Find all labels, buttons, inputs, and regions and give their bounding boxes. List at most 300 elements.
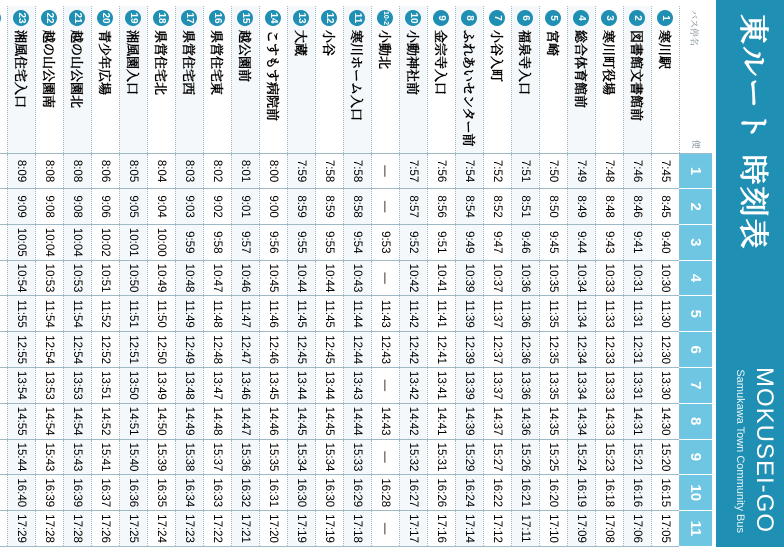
stop-name-cell bbox=[64, 6, 92, 153]
departure-time: 11:48 bbox=[204, 296, 232, 332]
departure-time: 16:36 bbox=[120, 475, 148, 511]
stop-name: 寒川ホーム入口 bbox=[349, 30, 364, 122]
departure-time: 10:34 bbox=[568, 260, 596, 296]
departure-time: 17:20 bbox=[260, 511, 288, 547]
departure-time: 10:53 bbox=[36, 260, 64, 296]
stop-name-cell bbox=[428, 6, 456, 153]
stop-name: 寒川駅 bbox=[657, 30, 672, 70]
departure-time: 8:59 bbox=[288, 189, 316, 225]
table-row bbox=[344, 6, 372, 547]
departure-time: 10:31 bbox=[624, 260, 652, 296]
table-row bbox=[456, 6, 484, 547]
stop-name: 寒川町役場 bbox=[601, 30, 616, 96]
departure-time: 10:30 bbox=[652, 260, 680, 296]
table-row bbox=[372, 6, 400, 547]
table-row bbox=[120, 6, 148, 547]
departure-time: 8:48 bbox=[596, 189, 624, 225]
departure-time bbox=[0, 260, 8, 296]
stop-number-badge: 20 bbox=[98, 10, 114, 26]
departure-time: 11:43 bbox=[372, 296, 400, 332]
departure-time: 11:31 bbox=[624, 296, 652, 332]
departure-time: 14:41 bbox=[428, 403, 456, 439]
table-row bbox=[512, 6, 540, 547]
departure-time: 7:49 bbox=[568, 153, 596, 189]
departure-time: 9:06 bbox=[92, 189, 120, 225]
stop-name-cell bbox=[624, 6, 652, 153]
departure-time: 8:00 bbox=[260, 153, 288, 189]
stop-name: 福泉寺入口 bbox=[517, 30, 532, 96]
departure-time: 12:48 bbox=[204, 332, 232, 368]
departure-time: 13:48 bbox=[176, 368, 204, 404]
departure-time: 17:11 bbox=[512, 511, 540, 547]
departure-time: 17:29 bbox=[8, 511, 36, 547]
departure-time: 16:40 bbox=[8, 475, 36, 511]
departure-time bbox=[0, 511, 8, 547]
departure-time: 10:39 bbox=[456, 260, 484, 296]
stop-name-cell bbox=[456, 6, 484, 153]
departure-time: 14:45 bbox=[288, 403, 316, 439]
departure-time: 15:27 bbox=[484, 439, 512, 475]
departure-time: 10:45 bbox=[260, 260, 288, 296]
stop-number-badge: 8 bbox=[462, 10, 478, 26]
departure-time: 9:54 bbox=[344, 224, 372, 260]
departure-time: 14:33 bbox=[596, 403, 624, 439]
departure-time: 15:44 bbox=[8, 439, 36, 475]
departure-time: 13:30 bbox=[652, 368, 680, 404]
departure-time: 10:44 bbox=[288, 260, 316, 296]
stop-number-badge: 1 bbox=[658, 10, 674, 26]
stop-number-badge: 13 bbox=[294, 10, 310, 26]
bin-number-8: 8 bbox=[680, 403, 713, 439]
departure-time: 7:51 bbox=[512, 153, 540, 189]
stop-name-cell bbox=[148, 6, 176, 153]
departure-time: 14:54 bbox=[64, 403, 92, 439]
departure-time: 15:37 bbox=[204, 439, 232, 475]
departure-time: 14:31 bbox=[624, 403, 652, 439]
page-title: 東ルート 時刻表 bbox=[735, 14, 770, 251]
departure-time: 16:30 bbox=[316, 475, 344, 511]
departure-time: 15:20 bbox=[652, 439, 680, 475]
departure-time: 13:33 bbox=[596, 368, 624, 404]
departure-time: 11:45 bbox=[288, 296, 316, 332]
stop-header: バス停名 bbox=[689, 10, 700, 47]
departure-time: 16:29 bbox=[344, 475, 372, 511]
departure-time: 13:50 bbox=[120, 368, 148, 404]
departure-time: 7:46 bbox=[624, 153, 652, 189]
stop-number-badge: 17 bbox=[182, 10, 198, 26]
departure-time: 11:34 bbox=[568, 296, 596, 332]
departure-time: 13:39 bbox=[456, 368, 484, 404]
departure-time: 13:44 bbox=[316, 368, 344, 404]
departure-time: 9:03 bbox=[176, 189, 204, 225]
departure-time: 12:44 bbox=[344, 332, 372, 368]
stop-number-badge: 11 bbox=[350, 10, 366, 26]
bin-number-6: 6 bbox=[680, 332, 713, 368]
departure-time: 13:41 bbox=[428, 368, 456, 404]
departure-time: 7:54 bbox=[456, 153, 484, 189]
stop-name-cell bbox=[120, 6, 148, 153]
header-row bbox=[680, 6, 713, 547]
stop-name: 宮崎 bbox=[545, 30, 560, 57]
brand-logo-text: MOKUSEI-GO bbox=[751, 366, 778, 533]
departure-time: 15:33 bbox=[344, 439, 372, 475]
departure-time: 14:46 bbox=[260, 403, 288, 439]
departure-time: 15:34 bbox=[316, 439, 344, 475]
departure-time: 14:36 bbox=[512, 403, 540, 439]
departure-time: 10:41 bbox=[428, 260, 456, 296]
departure-time: 12:31 bbox=[624, 332, 652, 368]
departure-time: 16:34 bbox=[176, 475, 204, 511]
table-row bbox=[92, 6, 120, 547]
departure-time: 11:55 bbox=[8, 296, 36, 332]
departure-time: 9:43 bbox=[596, 224, 624, 260]
departure-time: 15:36 bbox=[232, 439, 260, 475]
table-row bbox=[0, 6, 8, 547]
departure-time: 9:55 bbox=[288, 224, 316, 260]
stop-number-badge: 14 bbox=[266, 10, 282, 26]
departure-time: 11:36 bbox=[512, 296, 540, 332]
departure-time bbox=[0, 296, 8, 332]
departure-time: 10:49 bbox=[148, 260, 176, 296]
stop-header-cell bbox=[680, 6, 713, 153]
departure-time bbox=[0, 439, 8, 475]
departure-time: 14:34 bbox=[568, 403, 596, 439]
departure-time: 13:43 bbox=[344, 368, 372, 404]
stop-name: 越の山公園北 bbox=[69, 30, 84, 109]
table-row bbox=[540, 6, 568, 547]
departure-time: 9:45 bbox=[540, 224, 568, 260]
departure-time: 11:37 bbox=[484, 296, 512, 332]
departure-time: 11:54 bbox=[36, 296, 64, 332]
departure-time: 7:56 bbox=[428, 153, 456, 189]
departure-time: 8:51 bbox=[512, 189, 540, 225]
departure-time: 7:59 bbox=[288, 153, 316, 189]
departure-time: 12:51 bbox=[120, 332, 148, 368]
table-row bbox=[148, 6, 176, 547]
stop-name: 県営住宅北 bbox=[153, 30, 168, 96]
departure-time: 7:58 bbox=[344, 153, 372, 189]
departure-time: 17:16 bbox=[428, 511, 456, 547]
departure-time: 12:46 bbox=[260, 332, 288, 368]
departure-time: 8:57 bbox=[400, 189, 428, 225]
departure-time: 10:33 bbox=[596, 260, 624, 296]
departure-time: 11:39 bbox=[456, 296, 484, 332]
departure-time: — bbox=[372, 511, 400, 547]
departure-time: 15:41 bbox=[92, 439, 120, 475]
bin-number-11: 11 bbox=[680, 511, 713, 547]
departure-time: 11:47 bbox=[232, 296, 260, 332]
departure-time: 15:21 bbox=[624, 439, 652, 475]
departure-time: 11:42 bbox=[400, 296, 428, 332]
departure-time: 17:19 bbox=[288, 511, 316, 547]
departure-time: 9:04 bbox=[148, 189, 176, 225]
stop-number-badge bbox=[0, 10, 2, 26]
stop-name: 湘風住宅入口 bbox=[13, 30, 28, 109]
departure-time: 17:21 bbox=[232, 511, 260, 547]
departure-time: 17:18 bbox=[344, 511, 372, 547]
departure-time: 15:34 bbox=[288, 439, 316, 475]
departure-time: 16:19 bbox=[568, 475, 596, 511]
departure-time: 17:09 bbox=[568, 511, 596, 547]
departure-time: 16:20 bbox=[540, 475, 568, 511]
departure-time: 11:52 bbox=[92, 296, 120, 332]
stop-name-cell bbox=[0, 6, 8, 153]
departure-time: 13:37 bbox=[484, 368, 512, 404]
departure-time: 12:37 bbox=[484, 332, 512, 368]
stop-name-cell bbox=[232, 6, 260, 153]
departure-time: 7:50 bbox=[540, 153, 568, 189]
table-row bbox=[316, 6, 344, 547]
table-row bbox=[260, 6, 288, 547]
stop-name-cell bbox=[92, 6, 120, 153]
departure-time: 17:25 bbox=[120, 511, 148, 547]
departure-time: — bbox=[372, 260, 400, 296]
stop-name-cell bbox=[512, 6, 540, 153]
departure-time: 16:28 bbox=[372, 475, 400, 511]
stop-name: 越公園前 bbox=[237, 30, 252, 83]
departure-time: 16:39 bbox=[36, 475, 64, 511]
departure-time: 9:09 bbox=[8, 189, 36, 225]
table-row bbox=[176, 6, 204, 547]
table-row bbox=[428, 6, 456, 547]
departure-time: 8:02 bbox=[204, 153, 232, 189]
departure-time: 15:24 bbox=[568, 439, 596, 475]
departure-time: 9:41 bbox=[624, 224, 652, 260]
departure-time: 9:08 bbox=[64, 189, 92, 225]
stop-number-badge: 10 bbox=[406, 10, 422, 26]
departure-time: 7:48 bbox=[596, 153, 624, 189]
departure-time: 14:45 bbox=[316, 403, 344, 439]
stop-number-badge: 2 bbox=[630, 10, 646, 26]
departure-time: 13:46 bbox=[232, 368, 260, 404]
table-row bbox=[624, 6, 652, 547]
title-banner bbox=[716, 0, 784, 547]
departure-time: — bbox=[372, 189, 400, 225]
departure-time: 7:58 bbox=[316, 153, 344, 189]
stop-name-cell bbox=[344, 6, 372, 153]
departure-time: 17:17 bbox=[400, 511, 428, 547]
bin-number-10: 10 bbox=[680, 475, 713, 511]
departure-time: 17:28 bbox=[36, 511, 64, 547]
departure-time: 13:44 bbox=[288, 368, 316, 404]
departure-time: 11:33 bbox=[596, 296, 624, 332]
departure-time: 13:53 bbox=[64, 368, 92, 404]
stop-number-badge: 21 bbox=[70, 10, 86, 26]
stop-name-cell bbox=[484, 6, 512, 153]
departure-time: — bbox=[372, 153, 400, 189]
departure-time: 8:08 bbox=[36, 153, 64, 189]
stop-name-cell bbox=[596, 6, 624, 153]
departure-time: 10:48 bbox=[176, 260, 204, 296]
departure-time: 12:36 bbox=[512, 332, 540, 368]
bin-header: 便 bbox=[691, 139, 702, 149]
departure-time: 12:49 bbox=[176, 332, 204, 368]
stop-name-cell bbox=[176, 6, 204, 153]
departure-time bbox=[0, 189, 8, 225]
departure-time: 15:38 bbox=[176, 439, 204, 475]
departure-time: 8:50 bbox=[540, 189, 568, 225]
departure-time bbox=[0, 224, 8, 260]
departure-time: 12:45 bbox=[288, 332, 316, 368]
departure-time: 9:46 bbox=[512, 224, 540, 260]
departure-time: 9:55 bbox=[316, 224, 344, 260]
departure-time: 14:50 bbox=[148, 403, 176, 439]
departure-time: 7:45 bbox=[652, 153, 680, 189]
departure-time: 9:05 bbox=[120, 189, 148, 225]
departure-time: 11:30 bbox=[652, 296, 680, 332]
departure-time: 13:31 bbox=[624, 368, 652, 404]
departure-time: 13:49 bbox=[148, 368, 176, 404]
stop-name: 湘風園入口 bbox=[125, 30, 140, 96]
table-row bbox=[484, 6, 512, 547]
departure-time: 12:45 bbox=[316, 332, 344, 368]
table-row bbox=[596, 6, 624, 547]
departure-time: 8:56 bbox=[428, 189, 456, 225]
stop-number-badge: 3 bbox=[602, 10, 618, 26]
departure-time: 16:35 bbox=[148, 475, 176, 511]
stop-name: 越の山公園南 bbox=[41, 30, 56, 109]
departure-time: 12:33 bbox=[596, 332, 624, 368]
departure-time: 13:45 bbox=[260, 368, 288, 404]
departure-time: 7:57 bbox=[400, 153, 428, 189]
departure-time: 16:31 bbox=[260, 475, 288, 511]
departure-time: 15:43 bbox=[36, 439, 64, 475]
departure-time: 14:51 bbox=[120, 403, 148, 439]
stop-name-cell bbox=[372, 6, 400, 153]
departure-time: 13:54 bbox=[8, 368, 36, 404]
departure-time: 11:51 bbox=[120, 296, 148, 332]
departure-time: 10:42 bbox=[400, 260, 428, 296]
departure-time: 10:44 bbox=[316, 260, 344, 296]
departure-time bbox=[0, 368, 8, 404]
departure-time: 14:47 bbox=[232, 403, 260, 439]
departure-time: 16:15 bbox=[652, 475, 680, 511]
departure-time: 15:40 bbox=[120, 439, 148, 475]
departure-time: 9:47 bbox=[484, 224, 512, 260]
table-row bbox=[568, 6, 596, 547]
table-row bbox=[64, 6, 92, 547]
departure-time: 8:52 bbox=[484, 189, 512, 225]
stop-name: 青少年広場 bbox=[97, 30, 112, 96]
departure-time: 17:12 bbox=[484, 511, 512, 547]
departure-time: 11:50 bbox=[148, 296, 176, 332]
departure-time: 8:08 bbox=[64, 153, 92, 189]
departure-time: 11:41 bbox=[428, 296, 456, 332]
departure-time bbox=[0, 403, 8, 439]
departure-time: 8:04 bbox=[148, 153, 176, 189]
stop-name: 小動神社前 bbox=[405, 30, 420, 96]
departure-time: 14:37 bbox=[484, 403, 512, 439]
departure-time: 16:22 bbox=[484, 475, 512, 511]
departure-time: 16:37 bbox=[92, 475, 120, 511]
departure-time: 17:10 bbox=[540, 511, 568, 547]
departure-time: 16:39 bbox=[64, 475, 92, 511]
table-row bbox=[400, 6, 428, 547]
departure-time: 8:46 bbox=[624, 189, 652, 225]
departure-time: 10:01 bbox=[120, 224, 148, 260]
bin-number-5: 5 bbox=[680, 296, 713, 332]
departure-time: 9:01 bbox=[232, 189, 260, 225]
departure-time: — bbox=[372, 439, 400, 475]
departure-time: 9:53 bbox=[372, 224, 400, 260]
departure-time: 14:43 bbox=[372, 403, 400, 439]
departure-time: 12:47 bbox=[232, 332, 260, 368]
departure-time: 9:00 bbox=[260, 189, 288, 225]
departure-time: 16:24 bbox=[456, 475, 484, 511]
departure-time: 8:59 bbox=[316, 189, 344, 225]
departure-time: 10:37 bbox=[484, 260, 512, 296]
departure-time: 15:25 bbox=[540, 439, 568, 475]
departure-time: 16:33 bbox=[204, 475, 232, 511]
departure-time: 8:49 bbox=[568, 189, 596, 225]
stop-name: 小動北 bbox=[377, 30, 392, 70]
stop-name-cell bbox=[260, 6, 288, 153]
departure-time: 13:42 bbox=[400, 368, 428, 404]
stop-number-badge: 12 bbox=[322, 10, 338, 26]
stop-number-badge: 6 bbox=[518, 10, 534, 26]
departure-time: 11:44 bbox=[344, 296, 372, 332]
departure-time: 14:48 bbox=[204, 403, 232, 439]
departure-time: 12:30 bbox=[652, 332, 680, 368]
departure-time: 15:39 bbox=[148, 439, 176, 475]
stop-number-badge: 23 bbox=[14, 10, 30, 26]
departure-time: 17:23 bbox=[176, 511, 204, 547]
stop-name: ふれあいセンター前 bbox=[461, 30, 476, 147]
departure-time: 17:14 bbox=[456, 511, 484, 547]
stop-name-cell bbox=[204, 6, 232, 153]
stop-name-cell bbox=[568, 6, 596, 153]
departure-time: 8:09 bbox=[8, 153, 36, 189]
departure-time: 10:46 bbox=[232, 260, 260, 296]
stop-name-cell bbox=[540, 6, 568, 153]
departure-time: 15:29 bbox=[456, 439, 484, 475]
brand-subtitle: Samukawa Town Community Bus bbox=[734, 369, 746, 533]
departure-time: 10:05 bbox=[8, 224, 36, 260]
table-row bbox=[204, 6, 232, 547]
stop-name: 県営住宅西 bbox=[181, 30, 196, 96]
departure-time: 17:05 bbox=[652, 511, 680, 547]
departure-time: 9:58 bbox=[204, 224, 232, 260]
departure-time: 9:40 bbox=[652, 224, 680, 260]
departure-time: 12:55 bbox=[8, 332, 36, 368]
departure-time: 10:35 bbox=[540, 260, 568, 296]
departure-time: 17:28 bbox=[64, 511, 92, 547]
departure-time: 14:35 bbox=[540, 403, 568, 439]
table-row bbox=[232, 6, 260, 547]
stop-name: 県営住宅東 bbox=[209, 30, 224, 96]
departure-time: 8:58 bbox=[344, 189, 372, 225]
stop-number-badge: 15 bbox=[238, 10, 254, 26]
departure-time: 9:51 bbox=[428, 224, 456, 260]
departure-time: 12:41 bbox=[428, 332, 456, 368]
departure-time: 9:08 bbox=[36, 189, 64, 225]
stop-name-cell bbox=[288, 6, 316, 153]
departure-time: 17:06 bbox=[624, 511, 652, 547]
stop-name: 総合体育館前 bbox=[573, 30, 588, 109]
stop-number-badge: 16 bbox=[210, 10, 226, 26]
departure-time: 9:59 bbox=[176, 224, 204, 260]
departure-time: 8:05 bbox=[120, 153, 148, 189]
departure-time: 14:39 bbox=[456, 403, 484, 439]
stop-name: こすもす病院前 bbox=[265, 30, 280, 122]
departure-time: — bbox=[372, 368, 400, 404]
stop-name-cell bbox=[400, 6, 428, 153]
departure-time: 10:02 bbox=[92, 224, 120, 260]
departure-time: 8:01 bbox=[232, 153, 260, 189]
stop-name: 小谷入町 bbox=[489, 30, 504, 83]
departure-time: 12:42 bbox=[400, 332, 428, 368]
departure-time: 12:35 bbox=[540, 332, 568, 368]
